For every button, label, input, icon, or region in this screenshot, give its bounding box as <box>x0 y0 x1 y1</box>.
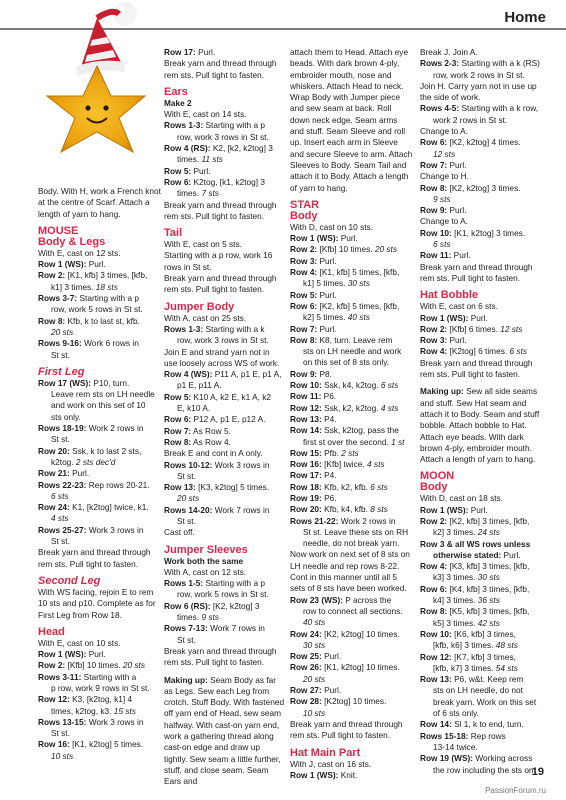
instruction-line: Break yarn and thread through rem sts. Pull tight to fasten. <box>420 261 533 283</box>
instruction-line: k3] 3 times. 30 sts <box>433 572 500 583</box>
hat-main-part-heading: Hat Main Part <box>290 746 361 759</box>
instruction-line: 6 sts <box>51 490 69 501</box>
instruction-line: Row 2: [K1, kfb] 3 times, [kfb, <box>38 270 148 281</box>
watermark: PassionForum.ru <box>485 786 546 795</box>
instruction-line: Row 24: K1, [k2tog] twice, k1. <box>38 502 149 513</box>
instruction-line: on this set of 8 sts only. <box>303 357 390 368</box>
instruction-line: Row 21: Purl. <box>38 468 90 479</box>
instruction-line: Rows 10-12: Work 3 rows in <box>164 459 270 470</box>
instruction-line: Row 10: [K1, k2tog] 3 times. <box>420 227 526 238</box>
instruction-line: Row 12: [K7, kfb] 3 times, <box>420 651 516 662</box>
instruction-line: Row 6: P12 A, p1 E, p12 A. <box>164 414 266 425</box>
instruction-line: Now work on next set of 8 sts on LH needle and rep rows 8-22. <box>290 549 410 571</box>
instruction-line: Row 1 (WS): Purl. <box>420 504 488 515</box>
instruction-line: row, work 5 rows in St st. <box>51 304 143 315</box>
instruction-line: Row 17: Purl. <box>164 47 216 57</box>
instruction-line: St st. <box>177 515 196 526</box>
left-eye <box>85 105 90 110</box>
instruction-line: Row 4 (RS): K2, [k2, k2tog] 3 <box>164 143 273 154</box>
instruction-line: With E, cast on 12 sts. <box>38 247 121 258</box>
instruction-line: Rows 4-5: Starting with a k row, <box>420 103 539 114</box>
instruction-line: k1] 5 times. 30 sts <box>303 278 370 289</box>
instruction-line: Rows 15-18: Rep rows <box>420 730 506 741</box>
instruction-line: row to connect all sections. <box>303 605 403 616</box>
moon-heading: MOON <box>420 470 455 483</box>
instruction-paragraph: attach them to Head. Attach eye beads. With dark brown 4-ply, embroider mouth, nose and whiskers. Attach Head to neck. Wrap Body with Jumper piece and sew seam at back. Roll down neck edge. Seam arms and stuff. Seam Sleeve and roll up. Insert each arm in Sleeve and secure Sleeve to arm. Attach Sleeves to Body. Seam Tail and attach it to Body. Attach a length of yarn to hang. <box>290 47 413 193</box>
instruction-line: With WS facing, rejoin E to rem 10 sts and p10. Complete as for First Leg from Row 18. <box>38 586 156 620</box>
instruction-line: Row 20: Ssk, k to last 2 sts, <box>38 445 142 456</box>
instruction-line: Break E and cont in A only. <box>164 448 263 459</box>
instruction-line: sts only. <box>51 411 81 422</box>
instruction-line: Row 1 (WS): Purl. <box>38 259 106 270</box>
instruction-line: Rows 18-19: Work 2 rows in <box>38 423 144 434</box>
making-up-paragraph: Making up: Seam Body as far as Legs. Sew each Leg from crotch. Stuff Body. With fastened off yarn end of Head, sew seam halfway. With cast-on yarn end, work a gathering thread along cast-on edge and draw up tightly. Sew seam a little further, stuff, and close seam. Seam Ears and <box>164 674 285 787</box>
ears-heading: Ears <box>164 85 188 98</box>
column-3 <box>290 47 413 781</box>
instruction-line: Rows 13-15: Work 3 rows in <box>38 716 144 727</box>
instruction-line: Row 16: [Kfb] twice. 4 sts <box>290 459 385 470</box>
instruction-line: Row 6 (RS): [K2, k2tog] 3 <box>164 600 260 611</box>
instruction-line: Row 8: Kfb, k to last st, kfb. <box>38 315 140 326</box>
instruction-line: Row 23 (WS): P across the <box>290 594 392 605</box>
instruction-line: Row 5: Purl. <box>290 289 337 300</box>
instruction-line: St st. <box>51 434 70 445</box>
instruction-line: Row 5: K10 A, k2 E, k1 A, k2 <box>164 391 271 402</box>
instruction-line: needle, do not break yarn. <box>303 538 400 549</box>
instruction-line: row, work 3 rows in St st. <box>177 131 269 142</box>
instruction-line: Row 5: Purl. <box>164 165 211 176</box>
instruction-line: With E, cast on 14 sts. <box>164 109 247 120</box>
instruction-line: Change to A. <box>420 126 468 137</box>
instruction-line: Make 2 <box>164 97 192 108</box>
instruction-line: Leave rem sts on LH needle <box>51 389 155 400</box>
instruction-line: Row 19 (WS): Working across <box>420 753 533 764</box>
tail-heading: Tail <box>164 227 183 240</box>
making-up-paragraph: Making up: Sew all side seams and stuff. Sew Hat seam and attach it to Body. Seam and stuff bobble. Attach bobble to Hat. Attach eye beads. With dark brown 4-ply, embroider mouth. Attach a length of yarn to hang. <box>420 386 540 465</box>
instruction-line: Row 19: P6. <box>290 492 337 503</box>
page-number: 19 <box>531 766 544 778</box>
instruction-line: Row 13: P4. <box>290 413 337 424</box>
instruction-line: Row 4 (WS): P11 A, p1 E, p1 A, <box>164 369 282 380</box>
instruction-line: 30 sts <box>303 639 326 650</box>
column-1 <box>38 186 161 762</box>
section-title: Home <box>504 9 546 26</box>
instruction-line: Row 1 (WS): Knit. <box>290 769 358 780</box>
instruction-line: With A, cast on 25 sts. <box>164 312 247 323</box>
instruction-line: Row 9: Purl. <box>420 205 467 216</box>
instruction-line: k2tog. 2 sts dec'd <box>51 456 116 467</box>
star-body-heading: Body <box>290 209 318 222</box>
instruction-line: times. 9 sts <box>177 612 219 623</box>
instruction-line: Row 3: Purl. <box>420 335 467 346</box>
instruction-line: Row 12: K3, [k2tog, k1] 4 <box>38 694 133 705</box>
column-4 <box>420 47 540 776</box>
instruction-line: Rows 14-20: Work 7 rows in <box>164 504 270 515</box>
instruction-line: With J, cast on 16 sts. <box>290 758 372 769</box>
instruction-line: k5] 3 times. 42 sts <box>433 617 500 628</box>
instruction-line: Row 14: Sl 1, k to end, turn. <box>420 719 524 730</box>
instruction-line: Row 26: [K1, k2tog] 10 times. <box>290 662 400 673</box>
instruction-line: Row 18: Kfb, k2, kfb. 6 sts <box>290 481 388 492</box>
knitted-star-photo <box>25 0 165 182</box>
instruction-line: Row 9: P8. <box>290 368 332 379</box>
instruction-line: [kfb, k6] 3 times. 48 sts <box>433 640 518 651</box>
instruction-line: Row 4: [K2tog] 6 times. 6 sts <box>420 346 527 357</box>
instruction-line: St st. <box>51 728 70 739</box>
instruction-line: sts on LH needle and work <box>303 346 402 357</box>
instruction-line: Row 8: K8, turn. Leave rem <box>290 334 393 345</box>
instruction-line: of 6 sts only. <box>433 708 479 719</box>
instruction-line: p1 E, p11 A. <box>177 380 222 391</box>
instruction-line: Break yarn and thread through rem sts. Pull tight to fasten. <box>164 273 277 295</box>
instruction-line: Work both the same <box>164 555 244 566</box>
instruction-line: Row 1 (WS): Purl. <box>38 649 106 660</box>
instruction-line: row, work 2 rows in St st. <box>433 69 525 80</box>
mouse-body-heading: Body & Legs <box>38 235 106 248</box>
instruction-line: Row 11: Purl. <box>420 250 471 261</box>
instruction-line: 4 sts <box>51 513 69 524</box>
jumper-sleeves-heading: Jumper Sleeves <box>164 543 248 556</box>
instruction-line: Break yarn and thread through rem sts. Pull tight to fasten. <box>164 58 277 80</box>
instruction-line: St st. <box>177 470 196 481</box>
instruction-line: Row 3: Purl. <box>290 255 337 266</box>
instruction-line: 6 sts <box>433 239 451 250</box>
instruction-line: Row 17: P4. <box>290 470 337 481</box>
instruction-line: Rows 22-23: Rep rows 20-21. <box>38 479 150 490</box>
instruction-line: k1] 3 times. 18 sts <box>51 281 118 292</box>
instruction-line: 10 sts <box>51 750 74 761</box>
instruction-line: 13-14 twice. <box>433 741 478 752</box>
instruction-line: Cont in this manner until all 5 sets of 8 sts have been worked. <box>290 572 407 594</box>
instruction-line: 20 sts <box>177 493 200 504</box>
instruction-line: first st over the second. 1 st <box>303 436 405 447</box>
instruction-line: Rows 3-7: Starting with a p <box>38 293 139 304</box>
instruction-line: the row including the sts on <box>433 764 534 775</box>
instruction-line: Rows 3-11: Starting with a <box>38 671 137 682</box>
instruction-line: Row 1 (WS): Purl. <box>420 312 488 323</box>
instruction-line: Row 25: Purl. <box>290 651 342 662</box>
instruction-line: Break yarn and thread through rem sts. Pull tight to fasten. <box>164 199 277 221</box>
instruction-line: Break yarn and thread through rem sts. Pull tight to fasten. <box>38 547 151 569</box>
moon-body-heading: Body <box>420 481 448 494</box>
instruction-line: 20 sts <box>51 326 74 337</box>
instruction-line: Rows 1-3: Starting with a k <box>164 323 265 334</box>
instruction-line: Row 8: [K2, k2tog] 3 times. <box>420 182 521 193</box>
instruction-line: Rows 9-16: Work 6 rows in <box>38 338 139 349</box>
instruction-line: times, k2tog, k3. 15 sts <box>51 705 136 716</box>
instruction-line: Rows 1-3: Starting with a p <box>164 120 265 131</box>
instruction-line: 10 sts <box>303 707 326 718</box>
instruction-line: Change to A. <box>420 216 468 227</box>
instruction-line: Row 6: [K4, kfb] 3 times, [kfb, <box>420 583 530 594</box>
jumper-body-heading: Jumper Body <box>164 300 235 313</box>
instruction-line: Row 17 (WS): P10, turn. <box>38 377 130 388</box>
instruction-line: Row 7: Purl. <box>420 159 467 170</box>
instruction-line: row, work 3 rows in St st. <box>177 335 269 346</box>
instruction-line: break yarn. Work on this set <box>433 696 537 707</box>
instruction-line: Row 27: Purl. <box>290 685 342 696</box>
mouse-heading: MOUSE <box>38 224 79 237</box>
instruction-line: With E, cast on 5 sts. <box>164 239 242 250</box>
instruction-line: Row 4: [K3, kfb] 3 times, [kfb, <box>420 561 530 572</box>
instruction-line: Row 14: Ssk, k2tog, pass the <box>290 425 399 436</box>
right-eye <box>103 105 108 110</box>
instruction-line: Row 8: [K5, kfb] 3 times, [kfb, <box>420 606 530 617</box>
first-leg-heading: First Leg <box>38 365 85 378</box>
instruction-line: work 2 rows in St st. <box>433 114 508 125</box>
instruction-line: row, work 5 rows in St st. <box>177 589 269 600</box>
instruction-line: Rows 1-5: Starting with a p <box>164 578 265 589</box>
instruction-line: St st. <box>51 536 70 547</box>
instruction-line: Row 13: [K3, k2tog] 5 times. <box>164 482 270 493</box>
instruction-line: E, k10 A. <box>177 403 211 414</box>
instruction-line: k2] 5 times. 40 sts <box>303 312 370 323</box>
instruction-line: Row 24: [K2, k2tog] 10 times. <box>290 628 400 639</box>
instruction-line: Break J. Join A. <box>420 47 478 57</box>
instruction-line: Row 10: Ssk, k4, k2tog. 6 sts <box>290 380 399 391</box>
instruction-line: Row 7: Purl. <box>290 323 337 334</box>
instruction-line: Rows 21-22: Work 2 rows in <box>290 515 396 526</box>
instruction-line: St st. <box>177 634 196 645</box>
instruction-line: Row 2: [Kfb] 10 times. 20 sts <box>38 660 145 671</box>
instruction-line: With A, cast on 12 sts. <box>164 566 247 577</box>
instruction-line: Row 7: As Row 5. <box>164 425 231 436</box>
hat-bobble-heading: Hat Bobble <box>420 289 479 302</box>
instruction-line: Join H. Carry yarn not in use up the side of work. <box>420 80 537 103</box>
instruction-line: Row 10: [K6, kfb] 3 times, <box>420 628 516 639</box>
instruction-line: Row 28: [K2tog] 10 times. <box>290 696 387 707</box>
instruction-line: With D, cast on 18 sts. <box>420 493 503 504</box>
column-2 <box>164 47 285 788</box>
instruction-line: Row 2: [Kfb] 10 times. 20 sts <box>290 244 397 255</box>
instruction-line: 20 sts <box>303 673 326 684</box>
instruction-line: With D, cast on 10 sts. <box>290 221 373 232</box>
instruction-line: With E, cast on 6 sts. <box>420 301 498 312</box>
star-body <box>47 66 145 152</box>
instruction-line: St st. Leave these sts on RH <box>303 526 409 537</box>
instruction-line: 40 sts <box>303 617 326 628</box>
instruction-line: Row 6: [K2, k2tog] 4 times. <box>420 137 521 148</box>
second-leg-heading: Second Leg <box>38 574 101 587</box>
instruction-line: p row, work 9 rows in St st. <box>51 682 150 693</box>
instruction-line: Row 8: As Row 4. <box>164 436 231 447</box>
instruction-line: times. 11 sts <box>177 154 223 165</box>
instruction-line: and work on this set of 10 <box>51 400 146 411</box>
instruction-line: Row 2: [K2, kfb] 3 times, [kfb, <box>420 515 530 526</box>
instruction-line: Row 4: [K1, kfb] 5 times, [kfb, <box>290 267 400 278</box>
instruction-line: Row 15: Pfb. 2 sts <box>290 447 359 458</box>
instruction-line: sts on LH needle, do not <box>433 685 523 696</box>
instruction-line: Rows 25-27: Work 3 rows in <box>38 524 144 535</box>
instruction-line: Break yarn and thread through rem sts. Pull tight to fasten. <box>290 718 403 741</box>
instruction-line: k2] 3 times. 24 sts <box>433 527 500 538</box>
instruction-line: 9 sts <box>433 193 451 204</box>
instruction-line: Row 2: [Kfb] 6 times. 12 sts <box>420 323 523 334</box>
instruction-line: Row 16: [K1, k2tog] 5 times. <box>38 739 144 750</box>
instruction-line: Row 6: K2tog, [k1, k2tog] 3 <box>164 176 266 187</box>
instruction-line: Rows 2-3: Starting with a k (RS) <box>420 58 540 69</box>
instruction-line: Row 3 & all WS rows unless <box>420 538 531 549</box>
instruction-line: St st. <box>51 349 70 360</box>
instruction-line: Break yarn and thread through rem sts. Pull tight to fasten. <box>164 645 277 668</box>
instruction-line: k4] 3 times. 36 sts <box>433 595 500 606</box>
head-heading: Head <box>38 625 65 638</box>
instruction-line: Row 12: Ssk, k2, k2tog. 4 sts <box>290 402 399 413</box>
instruction-line: Cast off. <box>164 527 195 538</box>
instruction-line: Row 6: [K2, kfb] 5 times, [kfb, <box>290 300 400 311</box>
instruction-line: Row 11: P6. <box>290 391 337 402</box>
instruction-line: Row 1 (WS): Purl. <box>290 233 358 244</box>
instruction-line: Starting with a p row, work 16 rows in St st. <box>164 250 273 272</box>
instruction-line: Row 20: Kfb, k4, kfb. 8 sts <box>290 504 388 515</box>
star-intro-text: Body. With H, work a French knot at the centre of Scarf. Attach a length of yarn to hang. <box>38 186 161 219</box>
instruction-line: Row 13: P6, w&t. Keep rem <box>420 674 524 685</box>
instruction-line: otherwise stated: Purl. <box>433 549 521 560</box>
instruction-line: [kfb, k7] 3 times. 54 sts <box>433 662 518 673</box>
instruction-line: Rows 7-13: Work 7 rows in <box>164 623 265 634</box>
instruction-line: Join E and strand yarn not in use loosely across WS of work. <box>164 346 280 368</box>
instruction-line: Break yarn and thread through rem sts. Pull tight to fasten. <box>420 357 533 380</box>
instruction-line: Change to H. <box>420 171 469 182</box>
instruction-line: 12 sts <box>433 148 456 159</box>
instruction-line: With E, cast on 10 sts. <box>38 637 121 648</box>
instruction-line: times. 7 sts <box>177 188 219 199</box>
star-heading: STAR <box>290 198 320 211</box>
